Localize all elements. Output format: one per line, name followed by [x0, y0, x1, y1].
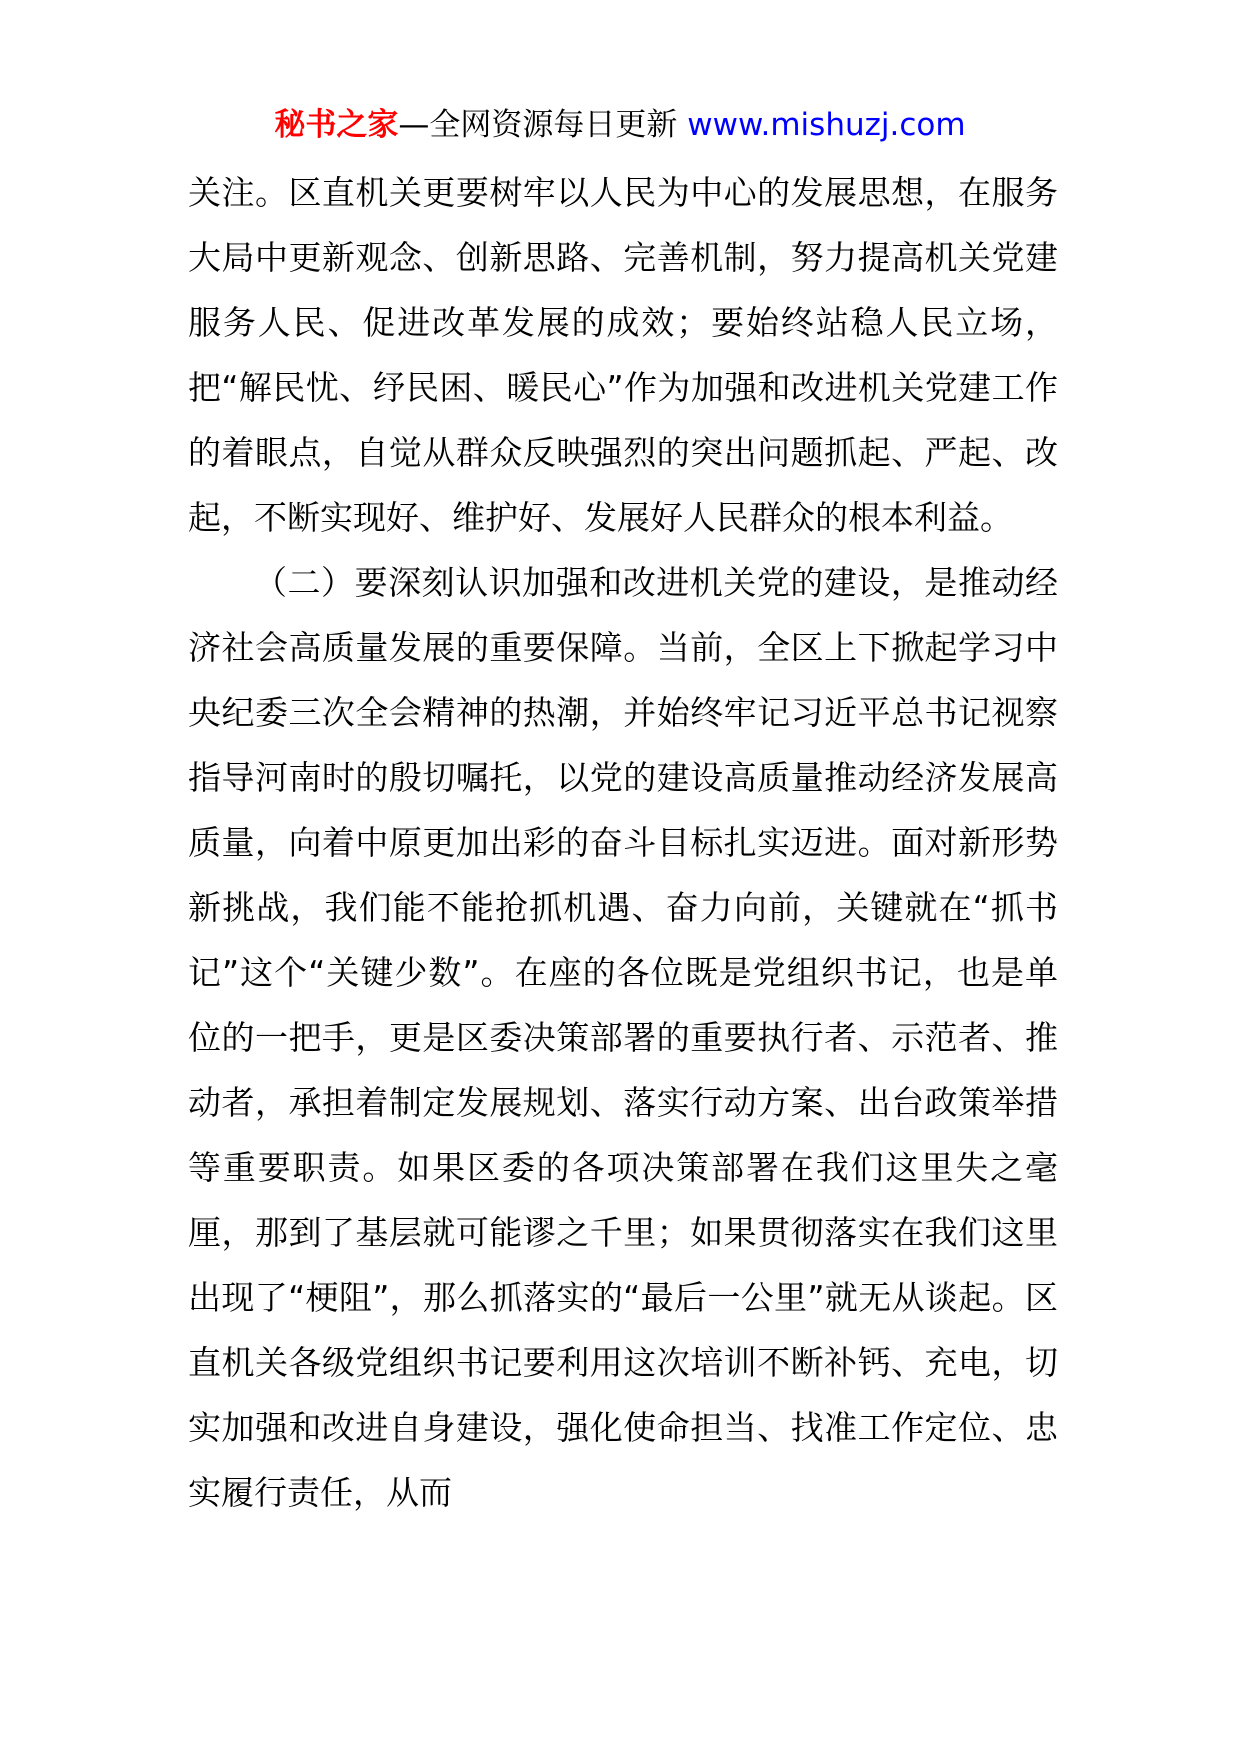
- paragraph-2: （二）要深刻认识加强和改进机关党的建设，是推动经济社会高质量发展的重要保障。当前，全区上下掀起学习中央纪委三次全会精神的热潮，并始终牢记习近平总书记视察指导河南时的殷切嘱托，以党的建设高质量推动经济发展高质量，向着中原更加出彩的奋斗目标扎实迈进。面对新形势新挑战，我们能不能抢抓机遇、奋力向前，关键就在“抓书记”这个“关键少数”。在座的各位既是党组织书记，也是单位的一把手，更是区委决策部署的重要执行者、示范者、推动者，承担着制定发展规划、落实行动方案、出台政策举措等重要职责。如果区委的各项决策部署在我们这里失之毫厘，那到了基层就可能谬之千里；如果贯彻落实在我们这里出现了“梗阻”，那么抓落实的“最后一公里”就无从谈起。区直机关各级党组织书记要利用这次培训不断补钙、充电，切实加强和改进自身建设，强化使命担当、找准工作定位、忠实履行责任，从而: [188, 563, 1058, 1512]
- page-header: [0, 100, 1240, 150]
- paragraph-1: 关注。区直机关更要树牢以人民为中心的发展思想，在服务大局中更新观念、创新思路、完善机制，努力提高机关党建服务人民、促进改革发展的成效；要始终站稳人民立场，把“解民忧、纾民困、暖民心”作为加强和改进机关党建工作的着眼点，自觉从群众反映强烈的突出问题抓起、严起、改起，不断实现好、维护好、发展好人民群众的根本利益。: [188, 173, 1058, 537]
- site-brand: 秘书之家: [274, 107, 399, 143]
- document-body: [188, 160, 1058, 1525]
- site-url-link[interactable]: www.mishuzj.com: [687, 107, 966, 143]
- site-tagline: —全网资源每日更新: [398, 107, 678, 143]
